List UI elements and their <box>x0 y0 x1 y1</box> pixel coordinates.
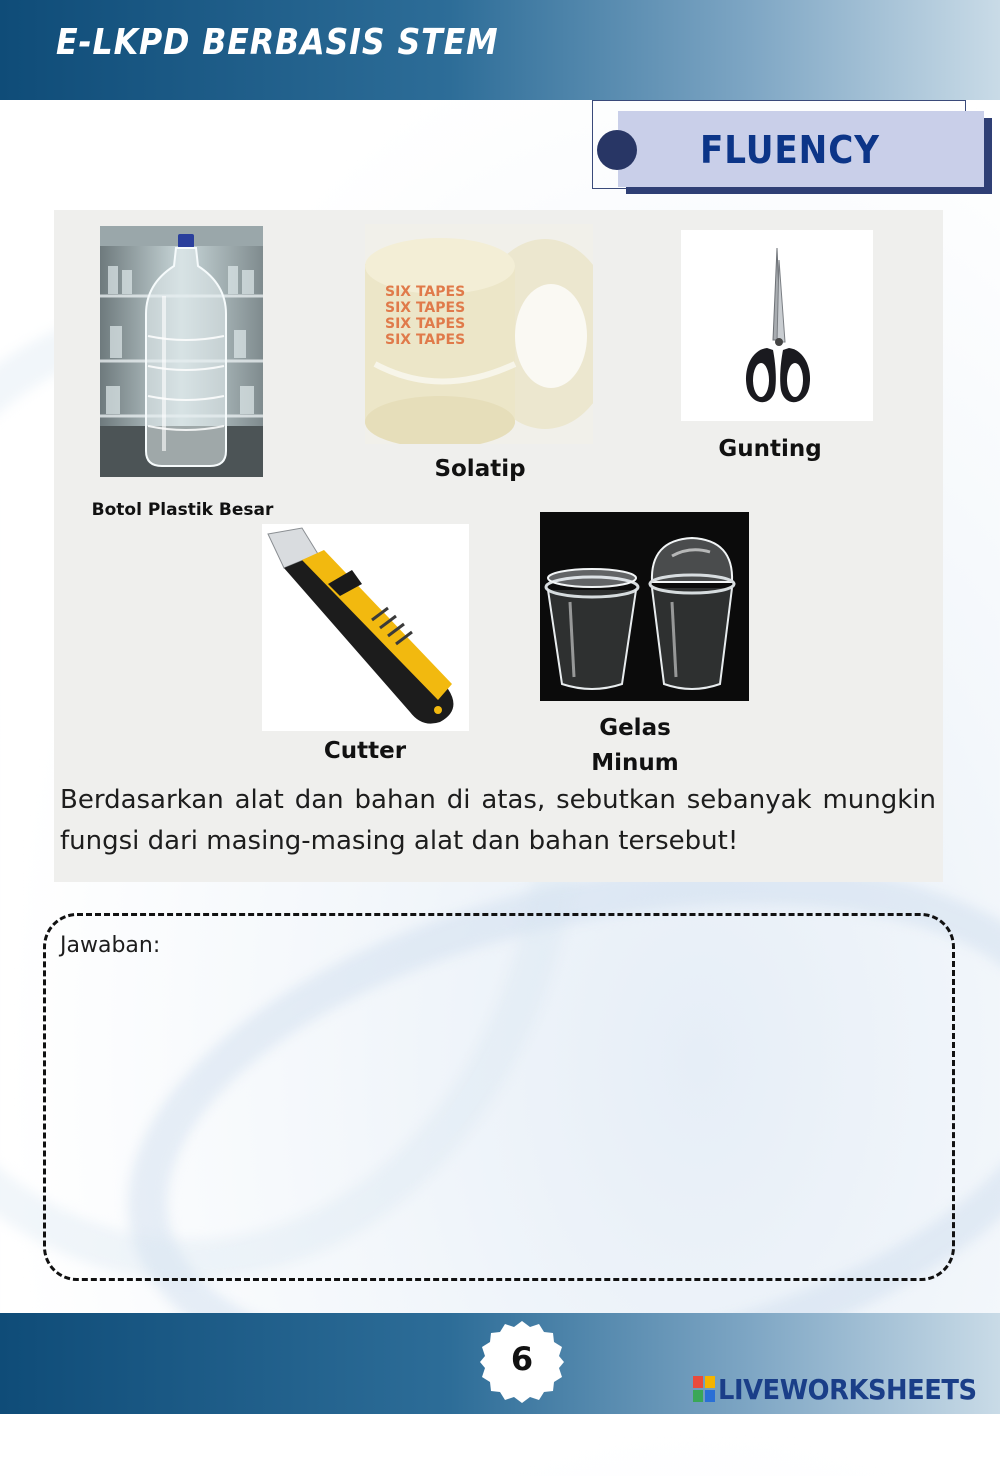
bottle-label: Botol Plastik Besar <box>91 500 274 520</box>
tape-print: SIX TAPES <box>385 316 466 332</box>
scissors-label: Gunting <box>718 436 822 462</box>
plastic-cups-image <box>540 512 749 701</box>
answer-label: Jawaban: <box>60 933 161 958</box>
tape-roll-image <box>365 224 593 444</box>
document-title: E-LKPD BERBASIS STEM <box>56 22 499 63</box>
cups-label-line2: Minum <box>591 750 679 776</box>
tape-label: Solatip <box>434 456 526 482</box>
scissors-image <box>681 230 873 421</box>
plastic-bottle-image <box>100 226 263 477</box>
page-number: 6 <box>510 1340 534 1378</box>
liveworksheets-logo-icon <box>693 1376 715 1402</box>
liveworksheets-brand[interactable]: LIVEWORKSHEETS <box>718 1373 977 1406</box>
tape-print: SIX TAPES <box>385 300 466 316</box>
cups-label-line1: Gelas <box>599 715 671 741</box>
cutter-label: Cutter <box>323 738 407 764</box>
header-bar <box>0 0 1000 100</box>
cutter-image <box>262 524 469 731</box>
tape-print: SIX TAPES <box>385 332 466 348</box>
section-label: FLUENCY <box>700 128 880 172</box>
question-text: Berdasarkan alat dan bahan di atas, sebutkan sebanyak mungkin fungsi dari masing-masing alat dan bahan tersebut! <box>60 785 936 856</box>
tab-dot-icon <box>597 130 637 170</box>
answer-textarea[interactable] <box>43 913 955 1281</box>
tape-print: SIX TAPES <box>385 284 466 300</box>
